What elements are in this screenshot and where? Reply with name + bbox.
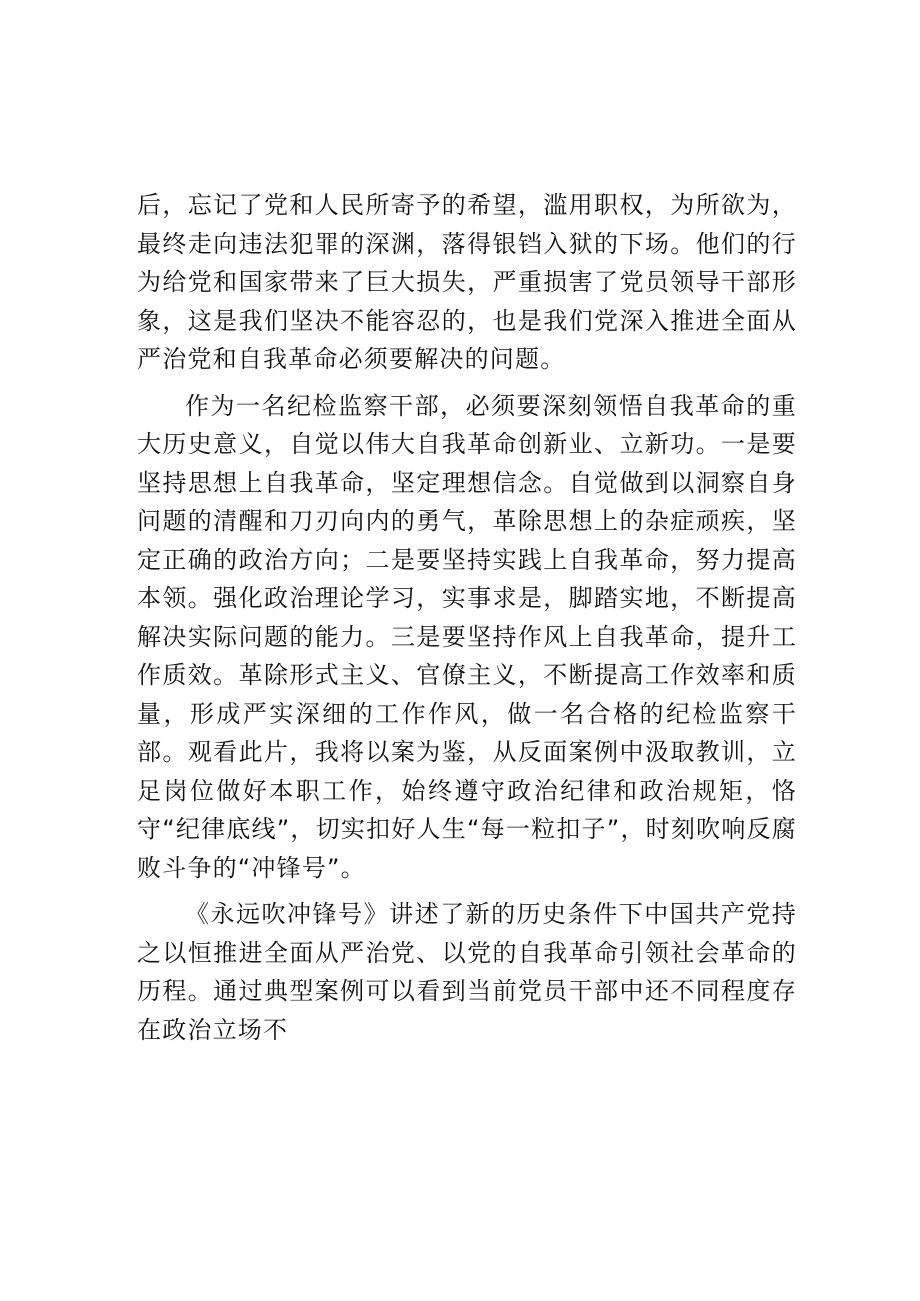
document-body	[137, 186, 797, 1049]
paragraph-2: 作为一名纪检监察干部，必须要深刻领悟自我革命的重大历史意义，自觉以伟大自我革命创新业、立新功。一是要坚持思想上自我革命，坚定理想信念。自觉做到以洞察自身问题的清醒和刀刃向内的勇气，革除思想上的杂症顽疾，坚定正确的政治方向；二是要坚持实践上自我革命，努力提高本领。强化政治理论学习，实事求是，脚踏实地，不断提高解决实际问题的能力。三是要坚持作风上自我革命，提升工作质效。革除形式主义、官僚主义，不断提高工作效率和质量，形成严实深细的工作作风，做一名合格的纪检监察干部。观看此片，我将以案为鉴，从反面案例中汲取教训，立足岗位做好本职工作，始终遵守政治纪律和政治规矩，恪守“纪律底线”，切实扣好人生“每一粒扣子”，时刻吹响反腐败斗争的“冲锋号”。	[137, 391, 797, 882]
paragraph-1: 后，忘记了党和人民所寄予的希望，滥用职权，为所欲为，最终走向违法犯罪的深渊，落得银铛入狱的下场。他们的行为给党和国家带来了巨大损失，严重损害了党员领导干部形象，这是我们坚决不能容忍的，也是我们党深入推进全面从严治党和自我革命必须要解决的问题。	[137, 191, 797, 373]
paragraph-3: 《永远吹冲锋号》讲述了新的历史条件下中国共产党持之以恒推进全面从严治党、以党的自我革命引领社会革命的历程。通过典型案例可以看到当前党员干部中还不同程度存在政治立场不	[137, 900, 797, 1044]
